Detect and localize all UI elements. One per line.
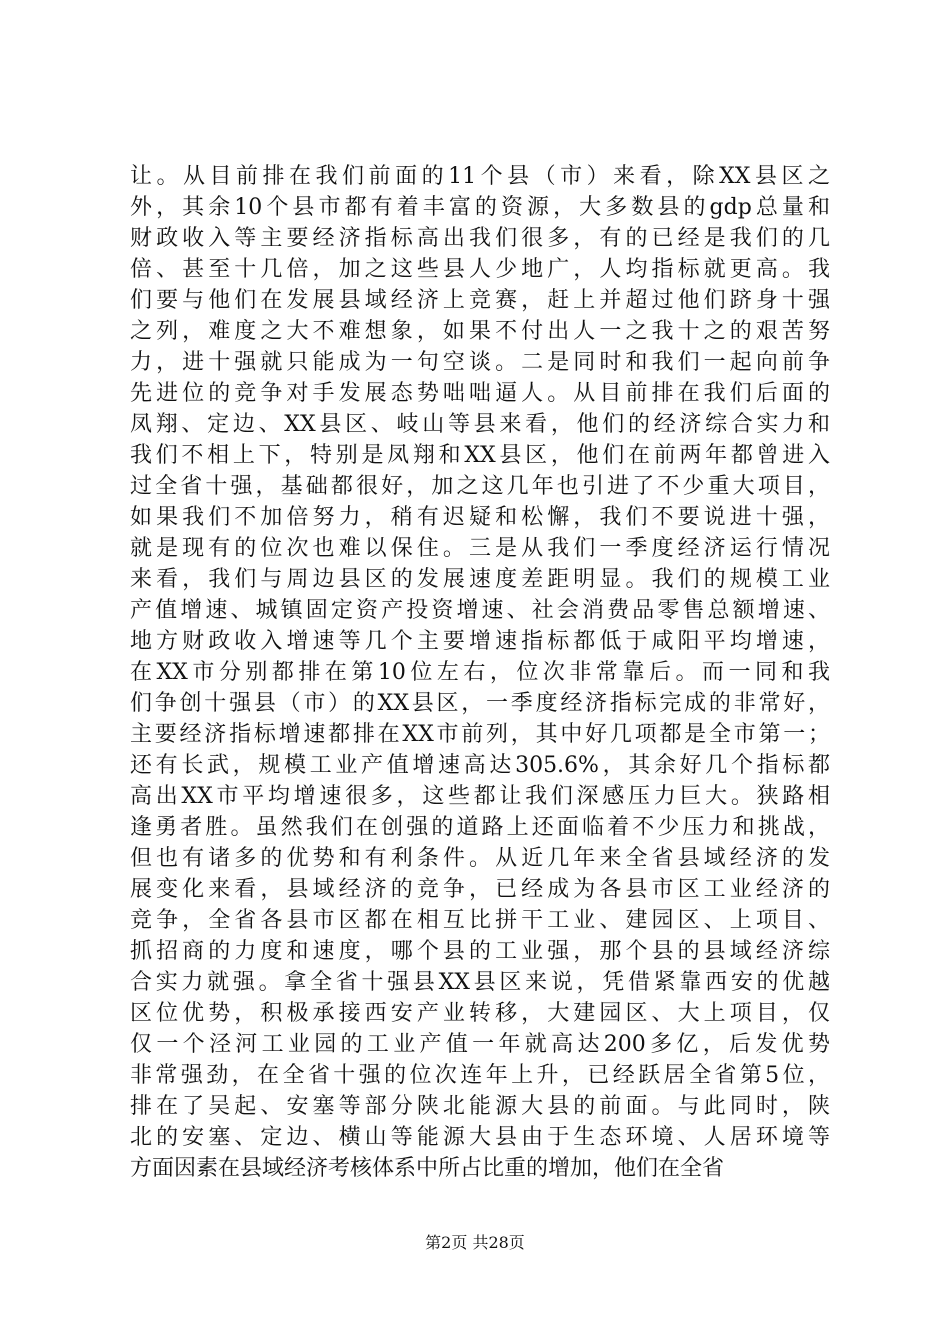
text-line: 我们不相上下，特别是凤翔和XX县区，他们在前两年都曾进入 [130,443,830,468]
text-line: 展变化来看，县域经济的竞争，已经成为各县市区工业经济的 [130,877,830,902]
text-line: 仅一个泾河工业园的工业产值一年就高达200多亿，后发优势 [130,1032,830,1057]
text-line: 区位优势，积极承接西安产业转移，大建园区、大上项目，仅 [130,1001,830,1026]
text-line: 抓招商的力度和速度，哪个县的工业强，那个县的县域经济综 [130,939,830,964]
text-line: 倍、甚至十几倍，加之这些县人少地广，人均指标就更高。我 [130,257,830,282]
text-line: 还有长武，规模工业产值增速高达305.6%，其余好几个指标都 [130,753,830,778]
text-line: 竞争，全省各县市区都在相互比拼干工业、建园区、上项目、 [130,908,830,933]
text-line: 在XX市分别都排在第10位左右，位次非常靠后。而一同和我 [130,660,830,685]
page-footer: 第2页 共28页 [425,1233,525,1252]
text-line: 如果我们不加倍努力，稍有迟疑和松懈，我们不要说进十强， [130,505,830,530]
text-line: 高出XX市平均增速很多，这些都让我们深感压力巨大。狭路相 [130,784,830,809]
text-line: 让。从目前排在我们前面的11个县（市）来看，除XX县区之 [130,164,830,189]
text-line: 们要与他们在发展县域经济上竞赛，赶上并超过他们跻身十强 [130,288,830,313]
text-line: 排在了吴起、安塞等部分陕北能源大县的前面。与此同时，陕 [130,1094,830,1119]
text-line: 非常强劲，在全省十强的位次连年上升，已经跃居全省第5位， [130,1063,830,1088]
text-line: 就是现有的位次也难以保住。三是从我们一季度经济运行情况 [130,536,830,561]
text-line: 之列，难度之大不难想象，如果不付出人一之我十之的艰苦努 [130,319,830,344]
text-line: 主要经济指标增速都排在XX市前列，其中好几项都是全市第一； [130,722,830,747]
text-line: 先进位的竞争对手发展态势咄咄逼人。从目前排在我们后面的 [130,381,830,406]
text-line: 凤翔、定边、XX县区、岐山等县来看，他们的经济综合实力和 [130,412,830,437]
text-line: 合实力就强。拿全省十强县XX县区来说，凭借紧靠西安的优越 [130,970,830,995]
text-line: 过全省十强，基础都很好，加之这几年也引进了不少重大项目， [130,474,830,499]
text-line: 北的安塞、定边、横山等能源大县由于生态环境、人居环境等 [130,1125,830,1150]
text-line: 们争创十强县（市）的XX县区，一季度经济指标完成的非常好， [130,691,830,716]
text-line: 逢勇者胜。虽然我们在创强的道路上还面临着不少压力和挑战， [130,815,830,840]
text-line: 财政收入等主要经济指标高出我们很多，有的已经是我们的几 [130,226,830,251]
text-line: 方面因素在县域经济考核体系中所占比重的增加，他们在全省 [130,1156,725,1181]
text-line: 外，其余10个县市都有着丰富的资源，大多数县的gdp总量和 [130,195,830,220]
text-line: 但也有诸多的优势和有利条件。从近几年来全省县域经济的发 [130,846,830,871]
text-line: 地方财政收入增速等几个主要增速指标都低于咸阳平均增速， [130,629,830,654]
text-line: 产值增速、城镇固定资产投资增速、社会消费品零售总额增速、 [130,598,830,623]
text-line: 来看，我们与周边县区的发展速度差距明显。我们的规模工业 [130,567,830,592]
text-line: 力，进十强就只能成为一句空谈。二是同时和我们一起向前争 [130,350,830,375]
body-text [130,161,830,1184]
